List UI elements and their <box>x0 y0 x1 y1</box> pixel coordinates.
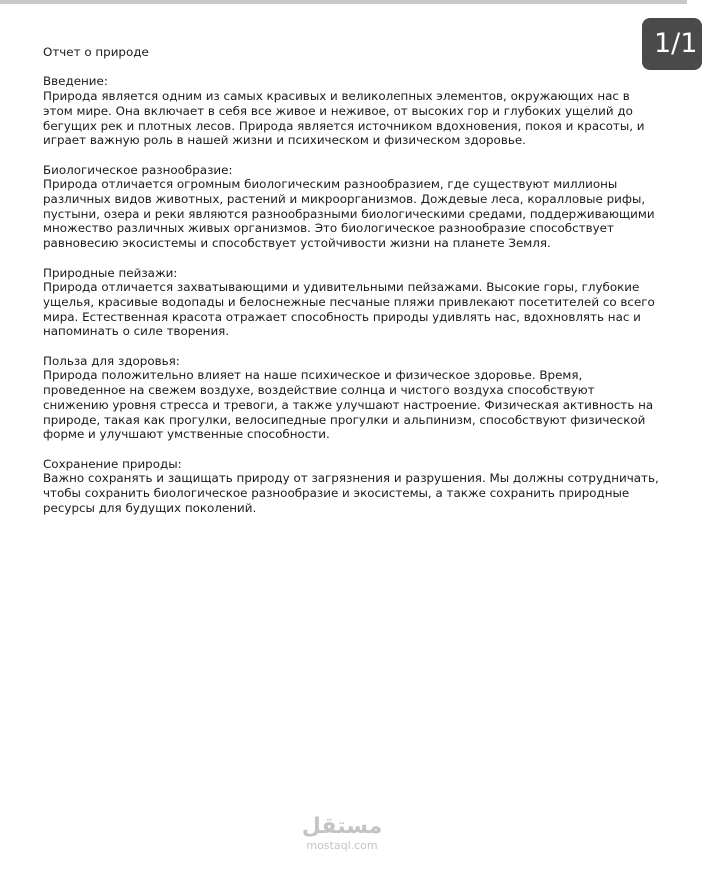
section-biodiversity <box>43 163 663 251</box>
section-heading: Введение: <box>43 74 108 89</box>
section-landscapes <box>43 266 663 340</box>
page-indicator-badge: 1/1 <box>642 18 702 70</box>
top-border <box>0 0 687 4</box>
section-health-benefits <box>43 354 663 442</box>
section-heading: Сохранение природы: <box>43 456 182 471</box>
document-page <box>43 45 663 530</box>
section-body: Важно сохранять и защищать природу от загрязнения и разрушения. Мы должны сотрудничать, чтобы сохранить биологическое разнообразие и экосистемы, а также сохранить природные ресурсы для будущих поколений. <box>43 471 659 515</box>
section-heading: Природные пейзажи: <box>43 265 178 280</box>
section-heading: Биологическое разнообразие: <box>43 162 233 177</box>
watermark-logo: مستقل <box>301 814 383 839</box>
watermark-site-text: mostaql.com <box>306 839 378 852</box>
section-heading: Польза для здоровья: <box>43 353 180 368</box>
section-conservation <box>43 457 663 516</box>
section-body: Природа положительно влияет на наше психическое и физическое здоровье. Время, проведенное на свежем воздухе, воздействие солнца и чистого воздуха способствуют снижению уровня стресса и тревоги, а также улучшают настроение. Физическая активность на природе, такая как прогулки, велосипедные прогулки и альпинизм, способствуют физической форме и улучшают умственные способности. <box>43 368 654 442</box>
document-title: Отчет о природе <box>43 45 149 59</box>
section-body: Природа является одним из самых красивых и великолепных элементов, окружающих нас в этом мире. Она включает в себя все живое и неживое, от высоких гор и глубоких ущелий до бегущих рек и плотных лесов. Природа является источником вдохновения, покоя и красоты, и играет важную роль в нашей жизни и психическом и физическом здоровье. <box>43 89 645 148</box>
section-introduction <box>43 74 663 148</box>
section-body: Природа отличается захватывающими и удивительными пейзажами. Высокие горы, глубокие ущелья, красивые водопады и белоснежные песчаные пляжи привлекают посетителей со всего мира. Естественная красота отражает способность природы удивлять нас, вдохновлять нас и напоминать о силе творения. <box>43 280 655 339</box>
section-body: Природа отличается огромным биологическим разнообразием, где существуют миллионы различных видов животных, растений и микроорганизмов. Дождевые леса, коралловые рифы, пустыни, озера и реки являются разнообразными биологическими средами, поддерживающими множество различных живых организмов. Это биологическое разнообразие способствует равновесию экосистемы и способствует устойчивости жизни на планете Земля. <box>43 177 655 251</box>
mostaql-watermark <box>297 814 387 852</box>
